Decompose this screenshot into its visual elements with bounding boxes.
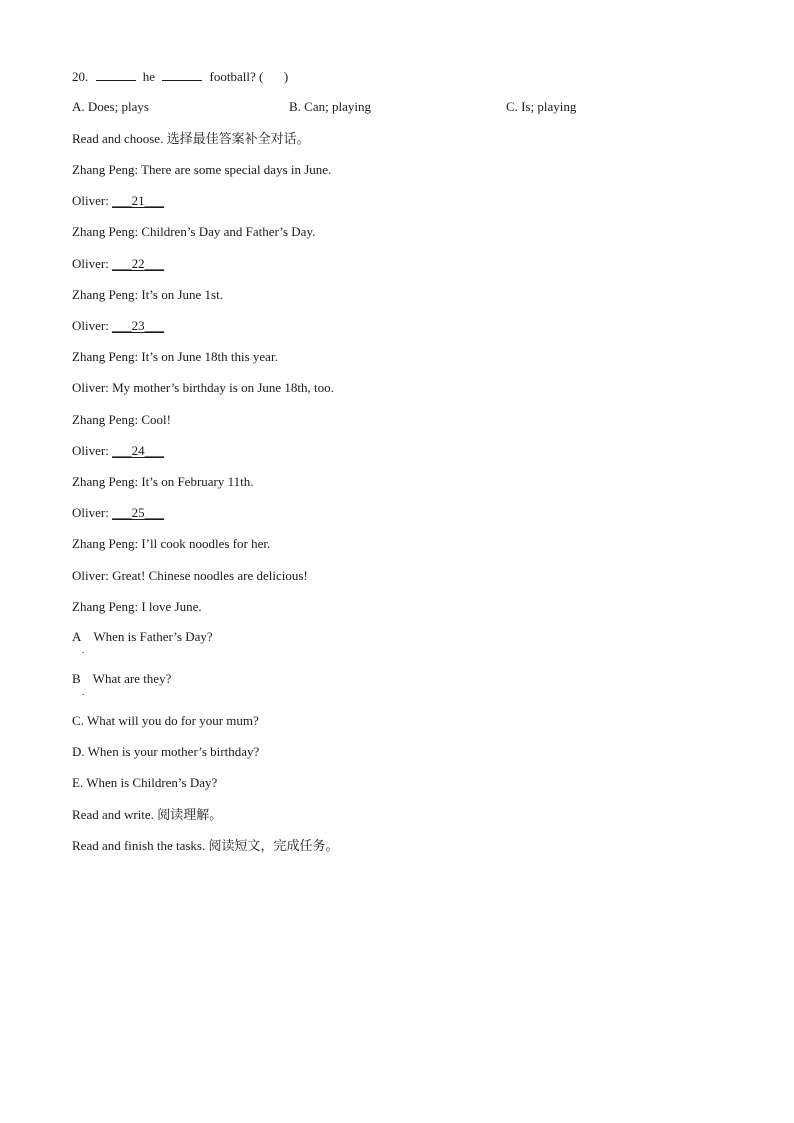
choice-letter: C. xyxy=(72,713,84,728)
speaker-label: Oliver: xyxy=(72,505,109,520)
speaker-label: Oliver: xyxy=(72,443,109,458)
speaker-label: Zhang Peng: xyxy=(72,599,139,614)
decorative-dot: . xyxy=(82,687,85,697)
speaker-label: Oliver: xyxy=(72,568,109,583)
choice-letter: E. xyxy=(72,775,84,790)
dialogue-answer-blank[interactable]: ___23___ xyxy=(112,318,165,333)
option-b[interactable]: B. Can; playing xyxy=(289,99,371,114)
dialogue-text: Children’s Day and Father’s Day. xyxy=(141,224,316,239)
dialogue-line xyxy=(72,505,164,521)
dialogue-line xyxy=(72,443,164,459)
dialogue-answer-blank[interactable]: ___22___ xyxy=(112,256,165,271)
dialogue-text: My mother’s birthday is on June 18th, too. xyxy=(112,380,334,395)
dialogue-line xyxy=(72,224,315,240)
speaker-label: Oliver: xyxy=(72,318,109,333)
speaker-label: Zhang Peng: xyxy=(72,412,139,427)
choice-text: When is Children’s Day? xyxy=(86,775,218,790)
choice-letter: B xyxy=(72,671,81,686)
dialogue-line xyxy=(72,536,270,552)
dialogue-text: It’s on June 18th this year. xyxy=(141,349,278,364)
choice-d xyxy=(72,744,259,760)
dialogue-line xyxy=(72,412,171,428)
dialogue-line xyxy=(72,162,331,178)
question-paren-close: ) xyxy=(283,69,289,84)
dialogue-line xyxy=(72,256,164,272)
option-c[interactable]: C. Is; playing xyxy=(506,99,577,114)
dialogue-line xyxy=(72,318,164,334)
question-20 xyxy=(72,68,288,85)
dialogue-line xyxy=(72,599,202,615)
dialogue-text: I’ll cook noodles for her. xyxy=(141,536,271,551)
dialogue-line xyxy=(72,380,334,396)
speaker-label: Zhang Peng: xyxy=(72,349,139,364)
dialogue-line xyxy=(72,349,278,365)
dialogue-line xyxy=(72,287,223,303)
choice-e xyxy=(72,775,217,791)
answer-blank-1[interactable] xyxy=(96,68,136,81)
question-word: football? ( xyxy=(209,69,264,84)
choice-letter: A xyxy=(72,629,82,644)
choice-text: When is your mother’s birthday? xyxy=(87,744,260,759)
dialogue-text: I love June. xyxy=(141,599,202,614)
choice-text: When is Father’s Day? xyxy=(93,629,213,644)
choice-c xyxy=(72,713,259,729)
choice-b xyxy=(72,671,171,687)
dialogue-answer-blank[interactable]: ___21___ xyxy=(112,193,165,208)
section-heading-tasks: Read and finish the tasks. 阅读短文，完成任务。 xyxy=(72,838,339,853)
dialogue-text: Cool! xyxy=(141,412,171,427)
answer-blank-2[interactable] xyxy=(162,68,202,81)
speaker-label: Oliver: xyxy=(72,256,109,271)
dialogue-line xyxy=(72,568,308,584)
speaker-label: Zhang Peng: xyxy=(72,536,139,551)
speaker-label: Zhang Peng: xyxy=(72,224,139,239)
speaker-label: Oliver: xyxy=(72,380,109,395)
speaker-label: Zhang Peng: xyxy=(72,162,139,177)
choice-a xyxy=(72,629,213,645)
choice-letter: D. xyxy=(72,744,85,759)
dialogue-answer-blank[interactable]: ___25___ xyxy=(112,505,165,520)
dialogue-text: It’s on June 1st. xyxy=(141,287,223,302)
dialogue-text: There are some special days in June. xyxy=(141,162,332,177)
section-heading-write: Read and write. 阅读理解。 xyxy=(72,807,223,822)
choice-text: What are they? xyxy=(92,671,172,686)
speaker-label: Zhang Peng: xyxy=(72,474,139,489)
section-heading-choose: Read and choose. 选择最佳答案补全对话。 xyxy=(72,131,310,146)
speaker-label: Zhang Peng: xyxy=(72,287,139,302)
question-number: 20. xyxy=(72,69,89,84)
dialogue-line xyxy=(72,193,164,209)
speaker-label: Oliver: xyxy=(72,193,109,208)
dialogue-text: Great! Chinese noodles are delicious! xyxy=(112,568,308,583)
option-a[interactable]: A. Does; plays xyxy=(72,99,149,114)
question-word: he xyxy=(142,69,156,84)
dialogue-text: It’s on February 11th. xyxy=(141,474,254,489)
dialogue-line xyxy=(72,474,254,490)
decorative-dot: . xyxy=(82,645,85,655)
choice-text: What will you do for your mum? xyxy=(86,713,259,728)
dialogue-answer-blank[interactable]: ___24___ xyxy=(112,443,165,458)
